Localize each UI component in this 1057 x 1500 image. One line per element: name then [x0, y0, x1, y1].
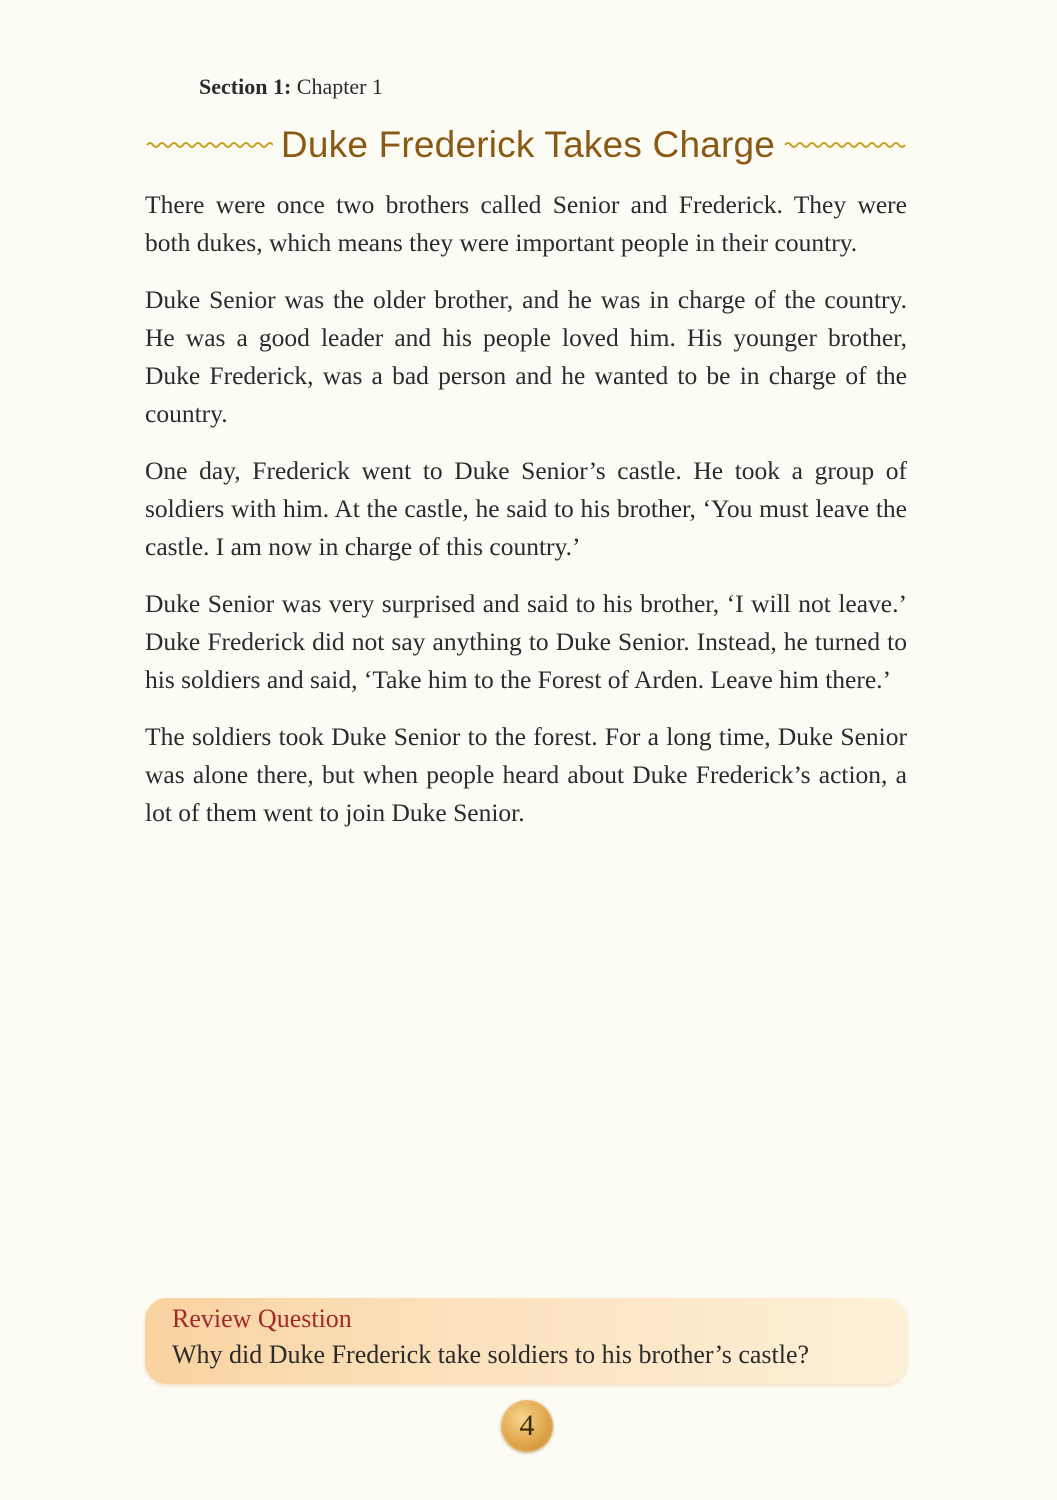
chapter-title: Duke Frederick Takes Charge: [280, 124, 776, 165]
paragraph: Duke Senior was very surprised and said to his brother, ‘I will not leave.’ Duke Frederick did not say anything to Duke Senior. Instead, he turned to his soldiers and said, ‘Take him to the Forest of Arden. Leave him there.’: [145, 589, 907, 694]
chapter-title-row: [145, 120, 907, 170]
chapter-number: Chapter 1: [291, 74, 383, 99]
paragraph: There were once two brothers called Senior and Frederick. They were both dukes, which means they were important people in their country.: [145, 190, 907, 257]
story-body: [145, 186, 907, 851]
right-wavy-ornament-icon: [783, 138, 907, 152]
review-question-title: Review Question: [172, 1304, 352, 1333]
section-label: [199, 74, 383, 100]
page-number-badge: [501, 1400, 553, 1452]
paragraph: Duke Senior was the older brother, and he was in charge of the country. He was a good leader and his people loved him. His younger brother, Duke Frederick, was a bad person and he wanted to be in charge of the country.: [145, 285, 907, 428]
paragraph: The soldiers took Duke Senior to the forest. For a long time, Duke Senior was alone there, but when people heard about Duke Frederick’s action, a lot of them went to join Duke Senior.: [145, 722, 907, 827]
review-question-box: [145, 1298, 907, 1384]
page-number: 4: [519, 1409, 535, 1442]
review-question-text: Why did Duke Frederick take soldiers to his brother’s castle?: [172, 1340, 810, 1369]
left-wavy-ornament-icon: [145, 138, 273, 152]
paragraph: One day, Frederick went to Duke Senior’s castle. He took a group of soldiers with him. At the castle, he said to his brother, ‘You must leave the castle. I am now in charge of this country.’: [145, 456, 907, 561]
section-number: Section 1:: [199, 74, 292, 99]
